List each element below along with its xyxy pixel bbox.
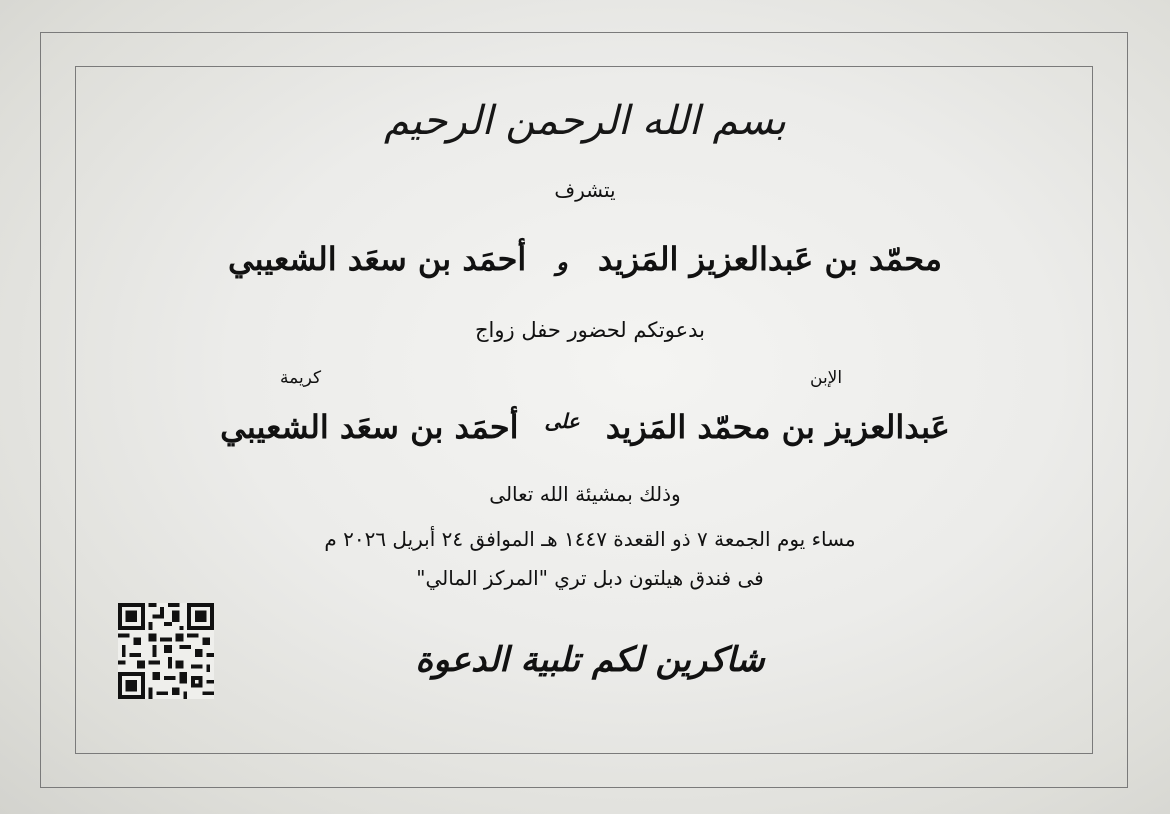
couple-conjunction: على <box>544 409 580 433</box>
will-of-god-line: وذلك بمشيئة الله تعالى <box>489 482 681 506</box>
bride-label: كريمة <box>280 368 322 388</box>
couple-line <box>120 408 1050 446</box>
hosts-conjunction: و <box>556 247 568 276</box>
invitation-text: بدعوتكم لحضور حفل زواج <box>474 318 706 342</box>
basmala-calligraphy: بسم الله الرحمن الرحيم <box>383 98 787 144</box>
qr-code-icon <box>118 603 214 699</box>
date-line: مساء يوم الجمعة ٧ ذو القعدة ١٤٤٧ هـ الموافق ٢٤ أبريل ٢٠٢٦ م <box>324 527 856 551</box>
venue-line: فى فندق هيلتون دبل تري "المركز المالي" <box>416 566 764 590</box>
honored-text: يتشرف <box>554 178 616 202</box>
host-left-name: أحمَد بن سعَد الشعيبي <box>227 240 527 278</box>
groom-name: عَبدالعزيز بن محمّد المَزيد <box>605 408 950 446</box>
bride-name: أحمَد بن سعَد الشعيبي <box>220 408 519 446</box>
hosts-line <box>120 240 1050 278</box>
thanks-calligraphy: شاكرين لكم تلبية الدعوة <box>415 640 765 680</box>
groom-label: الإبن <box>810 368 843 388</box>
host-right-name: محمّد بن عَبدالعزيز المَزيد <box>597 240 943 278</box>
